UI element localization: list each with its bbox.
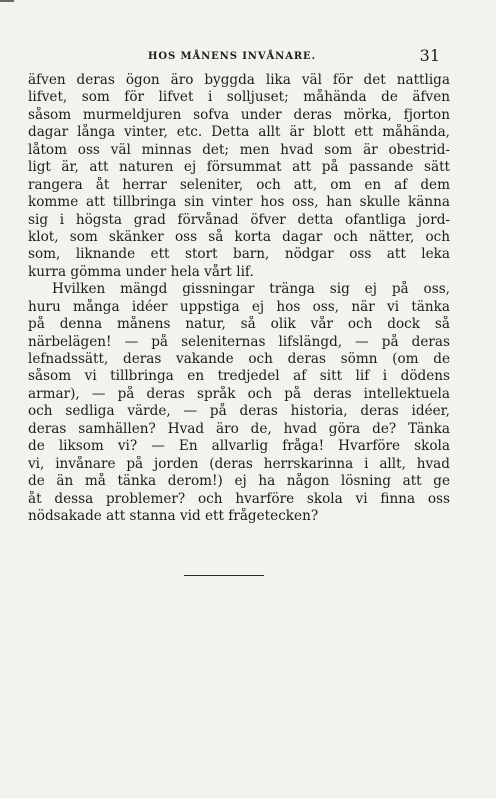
text-line: lifvet, som för lifvet i solljuset; måhända de äfven (28, 89, 450, 106)
paragraph-1 (28, 72, 450, 281)
paragraph-2 (28, 281, 450, 525)
text-line: rangera åt herrar seleniter, och att, om en af dem (28, 176, 450, 193)
text-line: närbelägen! — på seleniternas lifslängd, — på deras (28, 333, 450, 350)
text-line: lefnadssätt, deras vakande och deras sömn (om de (28, 351, 450, 367)
text-line: äfven deras ögon äro byggda lika väl för det nattliga (28, 72, 450, 88)
text-line: dagar långa vinter, etc. Detta allt är blott ett måhända, (28, 124, 450, 141)
text-line: de än må tänka derom!) ej ha någon lösning att ge (28, 473, 450, 490)
text-line: ligt är, att naturen ej försummat att på passande sätt (28, 159, 450, 176)
text-line: deras samhällen? Hvad äro de, hvad göra de? Tänka (28, 420, 450, 437)
text-line: åt dessa problemer? och hvarföre skola vi finna oss (28, 490, 450, 507)
running-title: HOS MÅNENS INVÅNARE. (148, 51, 316, 62)
scan-corner-mark (0, 0, 14, 2)
text-line: nödsakade att stanna vid ett frågetecken? (28, 507, 319, 524)
text-line: komme att tillbringa sin vinter hos oss, han skulle känna (28, 194, 450, 211)
text-line: som, liknande ett stort barn, nödgar oss att leka (28, 246, 450, 263)
text-line: såsom vi tillbringa en tredjedel af sitt lif i dödens (28, 368, 450, 385)
text-line: de liksom vi? — En allvarlig fråga! Hvarföre skola (28, 438, 450, 455)
text-line: på denna månens natur, så olik vår och dock så (28, 316, 450, 333)
text-line: kurra gömma under hela vårt lif. (28, 263, 254, 280)
text-line: och sedliga värde, — på deras historia, deras idéer, (28, 403, 450, 420)
section-end-rule (184, 575, 264, 576)
text-line: huru många idéer uppstiga ej hos oss, när vi tänka (28, 298, 450, 315)
page-number: 31 (419, 46, 440, 65)
text-line: vi, invånare på jorden (deras herrskarinna i allt, hvad (28, 455, 450, 472)
text-line: Hvilken mängd gissningar tränga sig ej på oss, (52, 281, 450, 298)
text-line: låtom oss väl minnas det; men hvad som är obestrid- (28, 141, 450, 158)
running-header (28, 46, 440, 68)
text-line: såsom murmeldjuren sofva under deras mörka, fjorton (28, 106, 450, 123)
text-line: armar), — på deras språk och på deras intellektuela (28, 385, 450, 402)
body-text (28, 72, 450, 525)
text-line: sig i högsta grad förvånad öfver detta ofantliga jord- (28, 211, 450, 228)
text-line: klot, som skänker oss så korta dagar och nätter, och (28, 228, 450, 245)
